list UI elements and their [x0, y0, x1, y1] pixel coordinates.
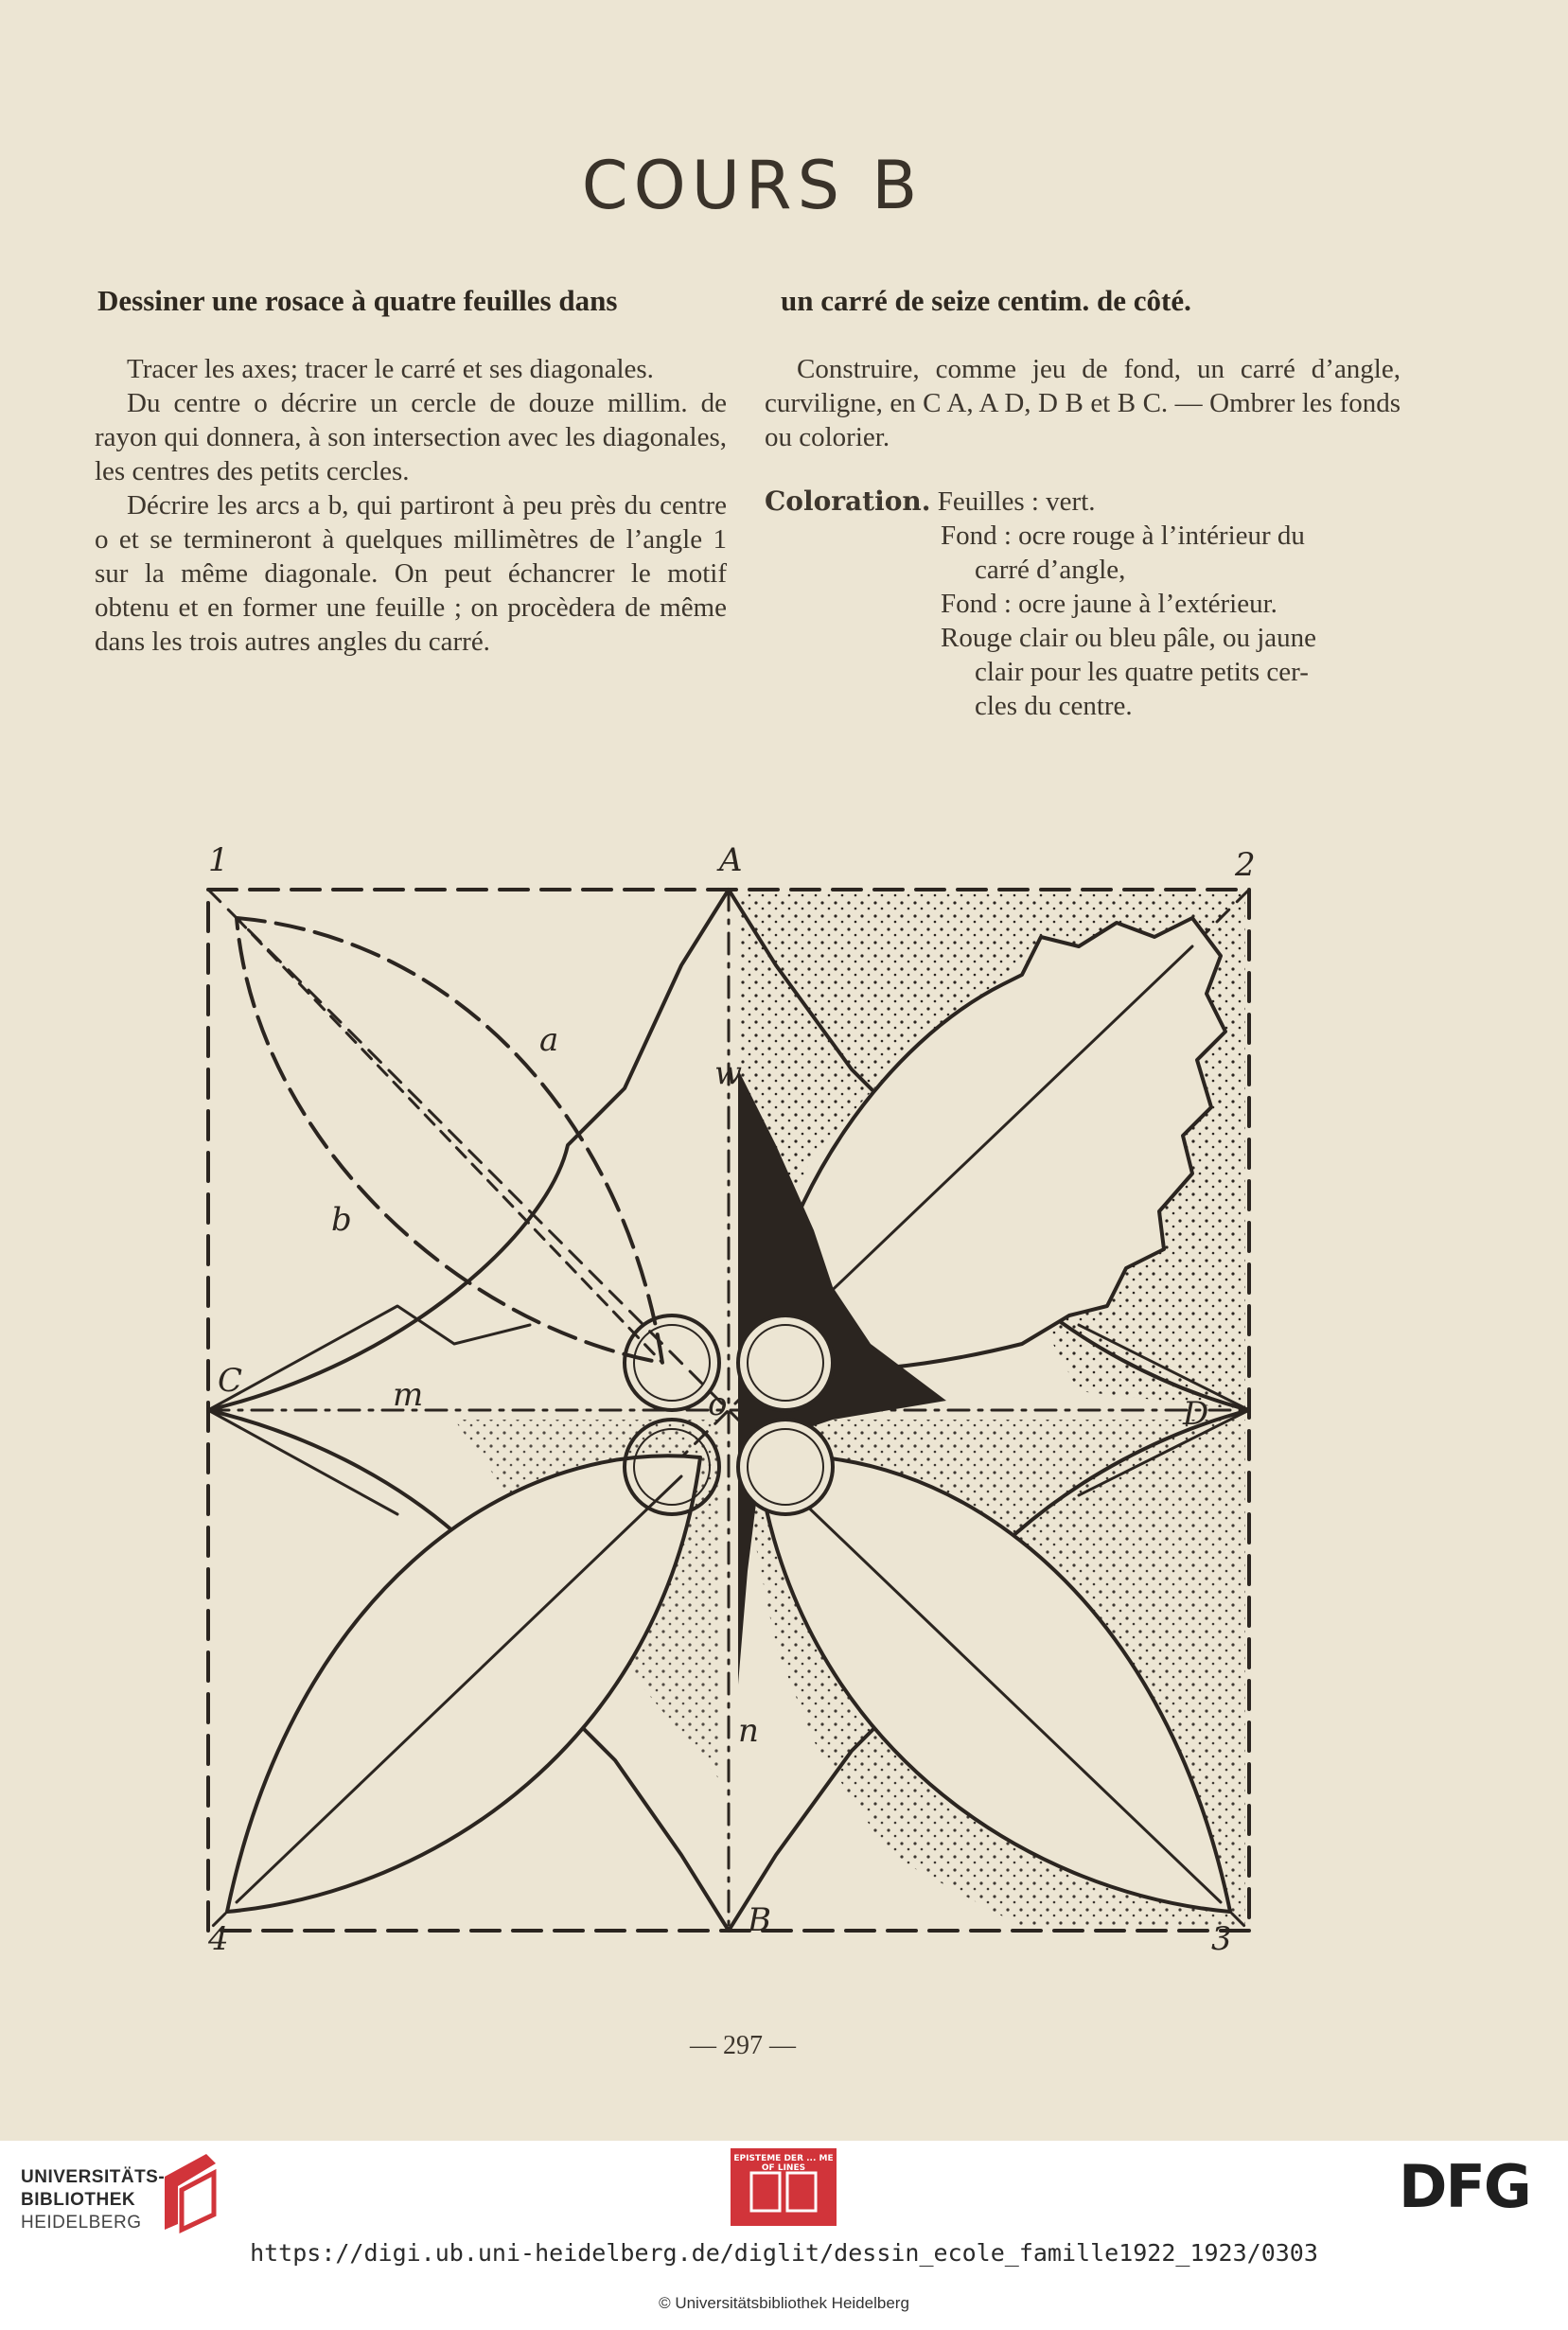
coloration-line: Fond : ocre jaune à l’extérieur.	[941, 589, 1277, 619]
right-column	[765, 352, 1401, 454]
coloration-line: carré d’angle,	[975, 555, 1126, 585]
coloration-line: clair pour les quatre petits cer-	[975, 657, 1309, 687]
page-url-link[interactable]: https://digi.ub.uni-heidelberg.de/diglit/dessin_ecole_famille1922_1923/0303	[250, 2239, 1318, 2267]
ub-logo-icon	[159, 2148, 220, 2233]
label-corner-2: 2	[1235, 846, 1256, 884]
copyright-notice: © Universitätsbibliothek Heidelberg	[659, 2294, 909, 2312]
label-B: B	[748, 1901, 771, 1939]
label-C: C	[218, 1362, 243, 1400]
center-circle	[738, 1315, 833, 1410]
paragraph: Du centre o décrire un cercle de douze millim. de rayon qui donnera, à son intersection avec les diagonales, les centres des petits cercles.	[95, 388, 727, 486]
page-number: — 297 —	[690, 2031, 796, 2060]
epistemes-logo-icon[interactable]: EPISTEME DER ... ME OF LINES	[731, 2148, 837, 2226]
label-w: w	[714, 1054, 743, 1092]
left-column	[95, 352, 727, 659]
coloration-line: cles du centre.	[975, 691, 1133, 721]
heading-left: Dessiner une rosace à quatre feuilles dans	[97, 284, 618, 317]
label-n: n	[738, 1712, 759, 1750]
label-corner-4: 4	[208, 1920, 229, 1958]
coloration-block	[765, 485, 1408, 723]
coloration-label: Coloration.	[765, 485, 931, 517]
label-m: m	[393, 1376, 424, 1414]
page-title: COURS B	[581, 147, 924, 224]
label-corner-1: 1	[208, 841, 229, 879]
coloration-line: Coloration. Feuilles : vert.	[765, 485, 1096, 517]
label-D: D	[1183, 1395, 1209, 1433]
library-name-line: HEIDELBERG	[21, 2213, 142, 2233]
label-a: a	[539, 1021, 559, 1059]
coloration-line: Rouge clair ou bleu pâle, ou jaune	[941, 623, 1317, 653]
center-circle	[625, 1315, 719, 1410]
coloration-line: Fond : ocre rouge à l’intérieur du	[941, 521, 1305, 551]
dfg-logo[interactable]: DFG	[1399, 2152, 1530, 2221]
paragraph: Construire, comme jeu de fond, un carré d’angle, curviligne, en C A, A D, D B et B C. — Ombrer les fonds ou colorier.	[765, 354, 1401, 452]
label-o: o	[708, 1386, 728, 1423]
epistemes-emblem-icon	[731, 2148, 837, 2226]
library-name-line: UNIVERSITÄTS-	[21, 2167, 166, 2187]
label-corner-3: 3	[1211, 1920, 1232, 1958]
rosace-diagram	[170, 833, 1287, 1968]
label-b: b	[331, 1201, 352, 1239]
library-name-line: BIBLIOTHEK	[21, 2190, 136, 2210]
center-circle	[738, 1420, 833, 1514]
label-A: A	[719, 841, 743, 879]
paragraph: Tracer les axes; tracer le carré et ses diagonales.	[127, 354, 654, 384]
paragraph: Décrire les arcs a b, qui partiront à peu près du centre o et se termineront à quelques millimètres de l’angle 1 sur la même diagonale. On peut échancrer le motif obtenu et en former une feuille ; on procèdera de même dans les trois autres angles du carré.	[95, 490, 727, 657]
heading-right: un carré de seize centim. de côté.	[781, 284, 1191, 317]
